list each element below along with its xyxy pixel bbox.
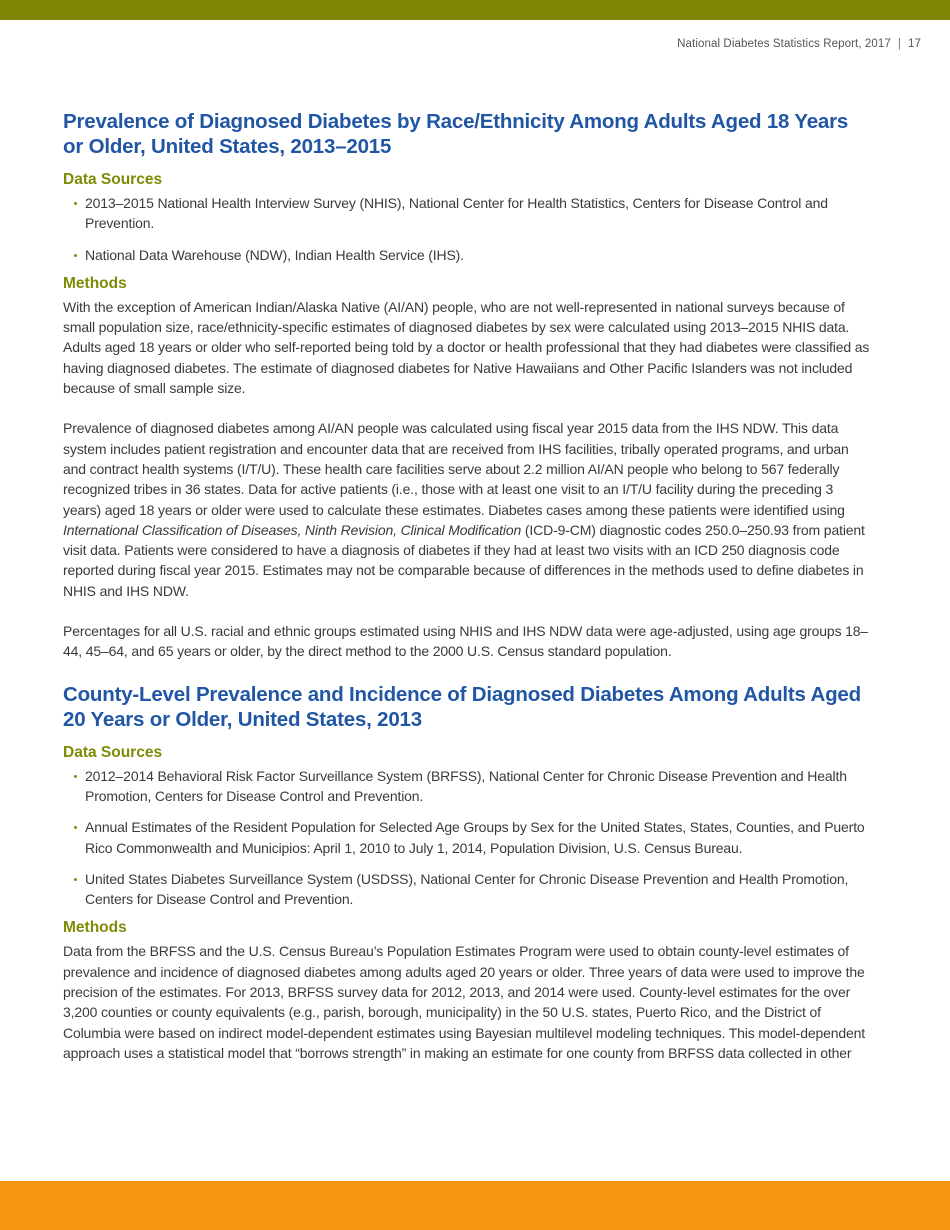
data-sources-heading: Data Sources [63,171,163,188]
section-title: Prevalence of Diagnosed Diabetes by Race/Ethnicity Among Adults Aged 18 Years or Older, United States, 2013–2015 [63,110,849,158]
top-color-band [0,0,950,20]
bottom-color-band [0,1181,950,1230]
list-item: 2012–2014 Behavioral Risk Factor Surveillance System (BRFSS), National Center for Chronic Disease Prevention and Health Promotion, Centers for Disease Control and Prevention. [63,766,873,807]
methods-heading: Methods [63,274,127,292]
list-item: Annual Estimates of the Resident Population for Selected Age Groups by Sex for the United States, States, Counties, and Puerto Rico Commonwealth and Municipios: April 1, 2010 to July 1, 2014, Population Division, U.S. Census Bureau. [63,817,873,858]
methods-paragraph: Data from the BRFSS and the U.S. Census Bureau’s Population Estimates Program were used to obtain county-level estimates of prevalence and incidence of diagnosed diabetes among adults aged 20 years or older. Three years of data were used to improve the precision of the estimates. For 2013, BRFSS survey data for 2012, 2013, and 2014 were used. County-level estimates for the over 3,200 counties or county equivalents (e.g., parish, borough, municipality) in the 50 U.S. states, Puerto Rico, and the District of Columbia were based on indirect model-dependent estimates using Bayesian multilevel modeling techniques. This model-dependent approach uses a statistical model that “borrows strength” in making an estimate for one county from BRFSS data collected in other [63,943,866,1061]
methods-paragraph: Prevalence of diagnosed diabetes among AI/AN people was calculated using fiscal year 2015 data from the IHS NDW. This data system includes patient registration and encounter data that are received from IHS facilities, tribally operated programs, and urban and contract health systems (I/T/U). These health care facilities serve about 2.2 million AI/AN people who belong to 567 federally recognized tribes in 36 states. Data for active patients (i.e., those with at least one visit to an I/T/U facility during the preceding 3 years) aged 18 years or older were used to calculate these estimates. Diabetes cases among these patients were identified using International Classification of Diseases, Ninth Revision, Clinical Modification (ICD-9-CM) diagnostic codes 250.0–250.93 from patient visit data. Patients were considered to have a diagnosis of diabetes if they had at least two visits with an ICD 250 diagnosis code reported during fiscal year 2015. Estimates may not be comparable because of differences in the methods used to define diabetes in NHIS and IHS NDW. [63,420,865,599]
list-item: United States Diabetes Surveillance System (USDSS), National Center for Chronic Disease Prevention and Health Promotion, Centers for Disease Control and Prevention. [63,869,873,910]
report-title: National Diabetes Statistics Report, 2017 [677,38,891,50]
section-county-level [63,682,873,1064]
page-number: 17 [908,38,921,50]
data-sources-heading: Data Sources [63,743,163,761]
list-item: 2013–2015 National Health Interview Survey (NHIS), National Center for Health Statistics, Centers for Disease Control and Prevention. [63,193,873,234]
bullet-icon [74,826,77,829]
bullet-icon [74,202,77,205]
running-header [677,38,921,50]
methods-heading: Methods [63,919,127,937]
methods-paragraph: Percentages for all U.S. racial and ethnic groups estimated using NHIS and IHS NDW data were age-adjusted, using age groups 18–44, 45–64, and 65 years or older, by the direct method to the 2000 U.S. Census standard population. [63,623,869,660]
header-separator: | [897,38,901,50]
data-sources-list [63,766,873,910]
icd-title-italic: International Classification of Diseases, Ninth Revision, Clinical Modification [63,521,522,538]
methods-paragraph: With the exception of American Indian/Alaska Native (AI/AN) people, who are not well-represented in national surveys because of small population size, race/ethnicity-specific estimates of diagnosed diabetes by sex were calculated using 2013–2015 NHIS data. Adults aged 18 years or older who self-reported being told by a doctor or health professional that they had diabetes were classified as having diagnosed diabetes. The estimate of diagnosed diabetes for Native Hawaiians and Other Pacific Islanders was not included because of small sample size. [63,298,870,397]
section-title: County-Level Prevalence and Incidence of Diagnosed Diabetes Among Adults Aged 20 Years or Older, United States, 2013 [63,682,861,731]
section-race-ethnicity [63,109,873,662]
page-content [63,109,873,1083]
bullet-icon [74,254,77,257]
data-sources-list [63,193,873,265]
bullet-icon [74,878,77,881]
bullet-icon [74,775,77,778]
list-item: National Data Warehouse (NDW), Indian Health Service (IHS). [63,245,873,265]
